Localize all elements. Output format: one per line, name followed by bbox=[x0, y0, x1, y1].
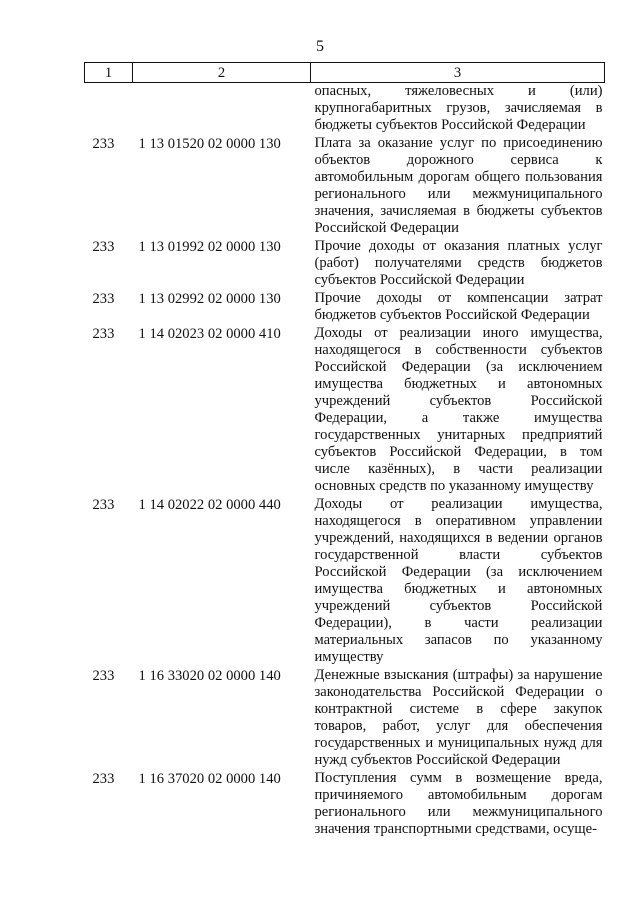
revenue-codes-table bbox=[84, 62, 605, 839]
revenue-description: Доходы от реализации имущества, находящегося в оперативном управлении учреждений, находящихся в ведении органов государственной власти субъектов Российской Федерации (за исключением имущества бюджетных и автономных учреждений субъектов Российской Федерации), в части реализации материальных запасов по указанному имуществу bbox=[314, 496, 603, 665]
table-row bbox=[85, 770, 605, 839]
revenue-description: Денежные взыскания (штрафы) за нарушение законодательства Российской Федерации о контрактной системе в сфере закупок товаров, работ, услуг для обеспечения государственных и муниципальных нужд для нужд субъектов Российской Федерации bbox=[314, 667, 603, 768]
page-number: 5 bbox=[316, 38, 324, 55]
admin-code: 233 bbox=[92, 771, 115, 787]
revenue-description: Поступления сумм в возмещение вреда, причиняемого автомобильным дорогам регионального или межмуниципального значения транспортными средствами, осуще- bbox=[314, 770, 603, 837]
classification-code: 1 13 02992 02 0000 130 bbox=[138, 291, 281, 307]
revenue-description: Доходы от реализации иного имущества, находящегося в собственности субъектов Российской Федерации (за исключением имущества бюджетных и автономных учреждений субъектов Российской Федерации, а также имущества государственных унитарных предприятий субъектов Российской Федерации, в том числе казённых), в части реализации основных средств по указанному имуществу bbox=[314, 325, 603, 494]
table-row bbox=[85, 83, 605, 136]
admin-code: 233 bbox=[92, 326, 115, 342]
revenue-description: Прочие доходы от компенсации затрат бюджетов субъектов Российской Федерации bbox=[314, 290, 603, 323]
table-row bbox=[85, 290, 605, 325]
header-col-3: 3 bbox=[311, 63, 605, 83]
classification-code: 1 16 37020 02 0000 140 bbox=[138, 771, 281, 787]
admin-code bbox=[85, 83, 133, 136]
table-row bbox=[85, 496, 605, 667]
classification-code: 1 13 01992 02 0000 130 bbox=[138, 239, 281, 255]
revenue-description: Прочие доходы от оказания платных услуг (работ) получателями средств бюджетов субъектов Российской Федерации bbox=[314, 238, 603, 288]
classification-code: 1 16 33020 02 0000 140 bbox=[138, 668, 281, 684]
admin-code: 233 bbox=[92, 239, 115, 255]
revenue-description: опасных, тяжеловесных и (или) крупногабаритных грузов, зачисляемая в бюджеты субъектов Российской Федерации bbox=[314, 83, 603, 133]
classification-code: 1 14 02022 02 0000 440 bbox=[138, 497, 281, 513]
admin-code: 233 bbox=[92, 668, 115, 684]
admin-code: 233 bbox=[92, 497, 115, 513]
admin-code: 233 bbox=[92, 291, 115, 307]
table-row bbox=[85, 238, 605, 290]
classification-code: 1 14 02023 02 0000 410 bbox=[138, 326, 281, 342]
classification-code: 1 13 01520 02 0000 130 bbox=[138, 136, 281, 152]
header-col-2: 2 bbox=[133, 63, 311, 83]
table-header-row bbox=[85, 63, 605, 83]
admin-code: 233 bbox=[92, 136, 115, 152]
classification-code bbox=[133, 83, 311, 136]
revenue-description: Плата за оказание услуг по присоединению объектов дорожного сервиса к автомобильным дорогам общего пользования регионального или межмуниципального значения, зачисляемая в бюджеты субъектов Российской Федерации bbox=[314, 135, 603, 236]
table-row bbox=[85, 667, 605, 770]
table-row bbox=[85, 135, 605, 238]
header-col-1: 1 bbox=[85, 63, 133, 83]
table-row bbox=[85, 325, 605, 496]
